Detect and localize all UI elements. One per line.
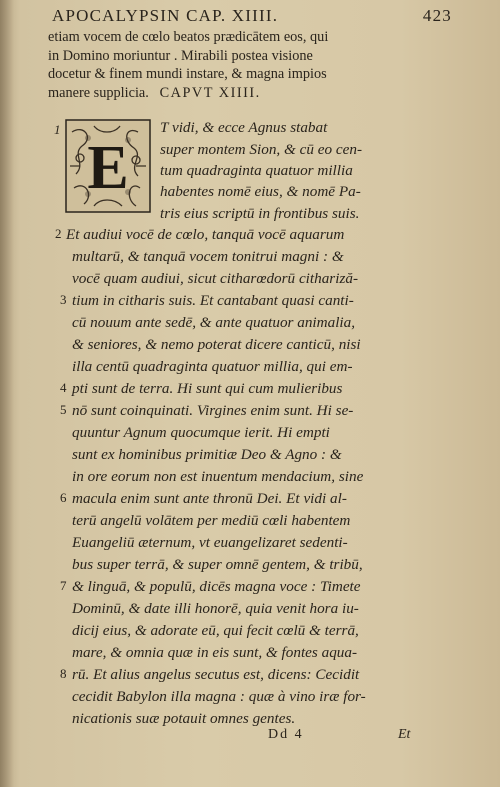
- initial-letter-glyph: E: [87, 134, 129, 202]
- verse-number: 3: [60, 292, 67, 307]
- summary-line: in Domino moriuntur . Mirabili postea visione: [48, 47, 313, 64]
- text-line: cū nouum ante sedē, & ante quatuor animalia,: [72, 314, 356, 331]
- text-line: dicij eius, & adorate eū, qui fecit cœlū & terrā,: [72, 622, 359, 639]
- text-line: rū. Et alius angelus secutus est, dicens: Cecidit: [72, 666, 360, 683]
- text-line: nicationis suæ potauit omnes gentes.: [72, 710, 296, 727]
- chapter-heading: CAPVT XIIII.: [159, 84, 261, 101]
- summary-line: manere supplicia. CAPVT XIIII.: [48, 84, 261, 101]
- verse-number: 1: [54, 122, 61, 137]
- text-line: sunt ex hominibus primitiæ Deo & Agno : &: [72, 446, 342, 463]
- text-line: multarū, & tanquā vocem tonitrui magni : &: [72, 248, 344, 265]
- verse-number: 7: [60, 578, 67, 593]
- text-line: Dominū, & date illi honorē, quia venit hora iu-: [72, 600, 359, 617]
- text-line: & linguā, & populū, dicēs magna voce : Timete: [72, 578, 361, 595]
- text-line: quuntur Agnum quocumque ierit. Hi empti: [72, 424, 330, 441]
- summary-line: docetur & finem mundi instare, & magna impios: [48, 66, 327, 82]
- text-line: super montem Sion, & cū eo cen-: [160, 141, 363, 158]
- text-line: tum quadraginta quatuor millia: [160, 162, 353, 179]
- text-line: mare, & omnia quæ in eis sunt, & fontes aqua-: [72, 644, 358, 661]
- verse-number: 6: [60, 490, 67, 505]
- verse-number: 4: [60, 380, 67, 395]
- text-line: vocē quam audiui, sicut citharœdorū cithariză-: [72, 270, 359, 287]
- summary-line: etiam vocem de cœlo beatos prædicātem eos, qui: [48, 29, 329, 45]
- text-line: Euangeliū æternum, vt euangelizaret sedenti-: [72, 534, 348, 551]
- text-line: tris eius scriptū in frontibus suis.: [160, 205, 360, 222]
- text-line: pti sunt de terra. Hi sunt qui cum mulieribus: [72, 380, 343, 397]
- text-line: habentes nomē eius, & nomē Pa-: [160, 183, 361, 200]
- text-line: & seniores, & nemo poterat dicere canticū, nisi: [72, 336, 361, 353]
- text-line: in ore eorum non est inuentum mendacium, sine: [72, 468, 364, 485]
- signature-mark: Dd 4: [268, 727, 304, 742]
- text-line: Et audiui vocē de cœlo, tanquā vocē aquarum: [66, 226, 345, 243]
- text-line: illa centū quadraginta quatuor millia, qui em-: [72, 358, 353, 375]
- verse-number: 8: [60, 666, 67, 681]
- chapter-summary: [48, 28, 458, 102]
- verse-number: 5: [60, 402, 67, 417]
- text-line: nō sunt coinquinati. Virgines enim sunt. Hi se-: [72, 402, 354, 419]
- text-line: macula enim sunt ante thronū Dei. Et vidi al-: [72, 490, 347, 507]
- text-line: cecidit Babylon illa magna : quæ à vino iræ for-: [72, 688, 366, 705]
- text-line: tium in citharis suis. Et cantabant quasi canti-: [72, 292, 354, 309]
- running-header: [52, 6, 452, 28]
- decorated-initial-letter: [64, 118, 152, 214]
- page-number: 423: [422, 6, 452, 25]
- text-line: bus super terrā, & super omnē gentem, & tribū,: [72, 556, 363, 573]
- text-line: terū angelū volātem per mediū cœli habentem: [72, 512, 351, 529]
- running-title: APOCALYPSIN CAP. XIIII.: [52, 6, 279, 25]
- catchword: Et: [398, 727, 411, 742]
- verse-number: 2: [55, 226, 62, 241]
- text-line: T vidi, & ecce Agnus stabat: [160, 119, 328, 136]
- gutter-shadow: [0, 0, 14, 787]
